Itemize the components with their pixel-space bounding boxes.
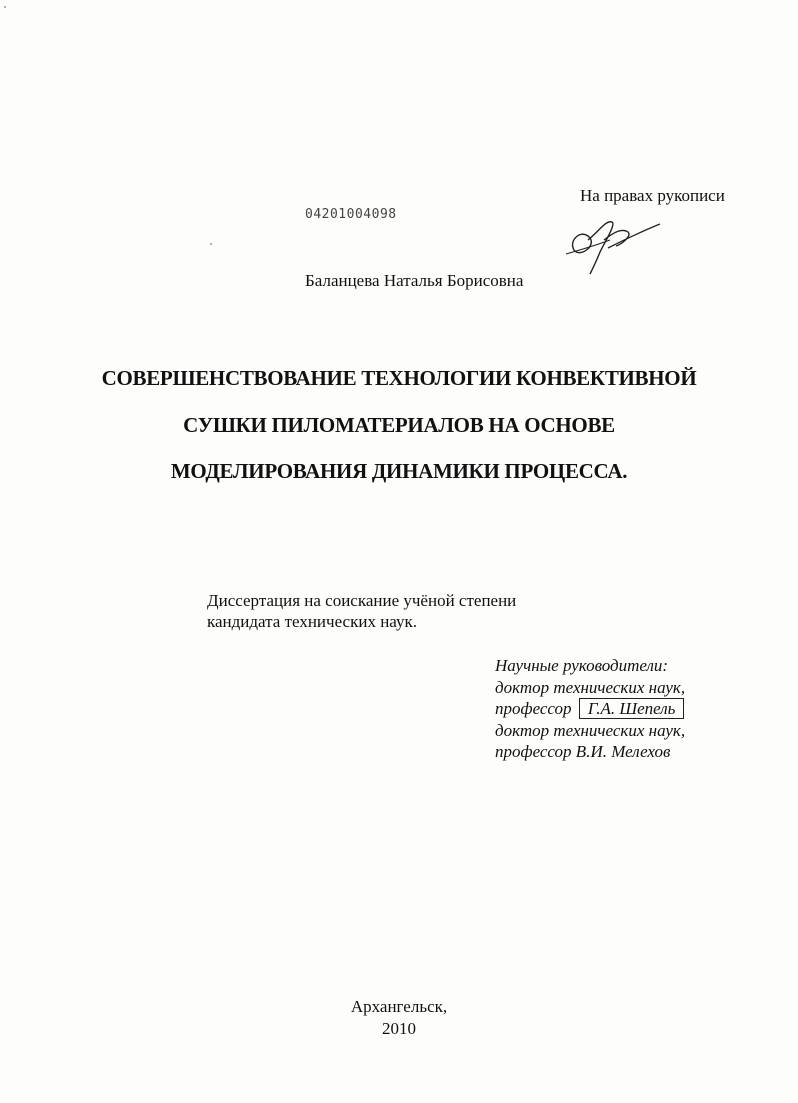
advisor1-title: профессор bbox=[495, 699, 572, 718]
registration-number: 04201004098 bbox=[305, 207, 397, 222]
thesis-statement bbox=[207, 590, 516, 632]
scan-speck bbox=[4, 6, 6, 8]
advisor2-line: профессор В.И. Мелехов bbox=[495, 742, 671, 761]
thesis-line-1: Диссертация на соискание учёной степени bbox=[207, 591, 517, 610]
scan-speck bbox=[210, 243, 212, 245]
title-line-1: СОВЕРШЕНСТВОВАНИЕ ТЕХНОЛОГИИ КОНВЕКТИВНОЙ bbox=[101, 366, 697, 390]
title-line-3: МОДЕЛИРОВАНИЯ ДИНАМИКИ ПРОЦЕССА. bbox=[170, 459, 628, 483]
author-name: Баланцева Наталья Борисовна bbox=[305, 271, 524, 290]
city: Архангельск, bbox=[350, 997, 448, 1016]
advisor2-degree: доктор технических наук, bbox=[495, 720, 686, 740]
advisor1-degree: доктор технических наук, bbox=[495, 677, 686, 697]
title-line-2: СУШКИ ПИЛОМАТЕРИАЛОВ НА ОСНОВЕ bbox=[183, 413, 615, 437]
year: 2010 bbox=[382, 1019, 416, 1038]
advisors-heading: Научные руководители: bbox=[495, 656, 669, 675]
thesis-line-2: кандидата технических наук. bbox=[207, 612, 417, 631]
advisor1-name: Г.А. Шепель bbox=[579, 698, 685, 719]
rights-notice: На правах рукописи bbox=[580, 186, 725, 205]
advisor1-line bbox=[495, 698, 685, 720]
advisors-block bbox=[495, 655, 685, 763]
signature bbox=[560, 210, 670, 285]
footer bbox=[0, 996, 798, 1040]
